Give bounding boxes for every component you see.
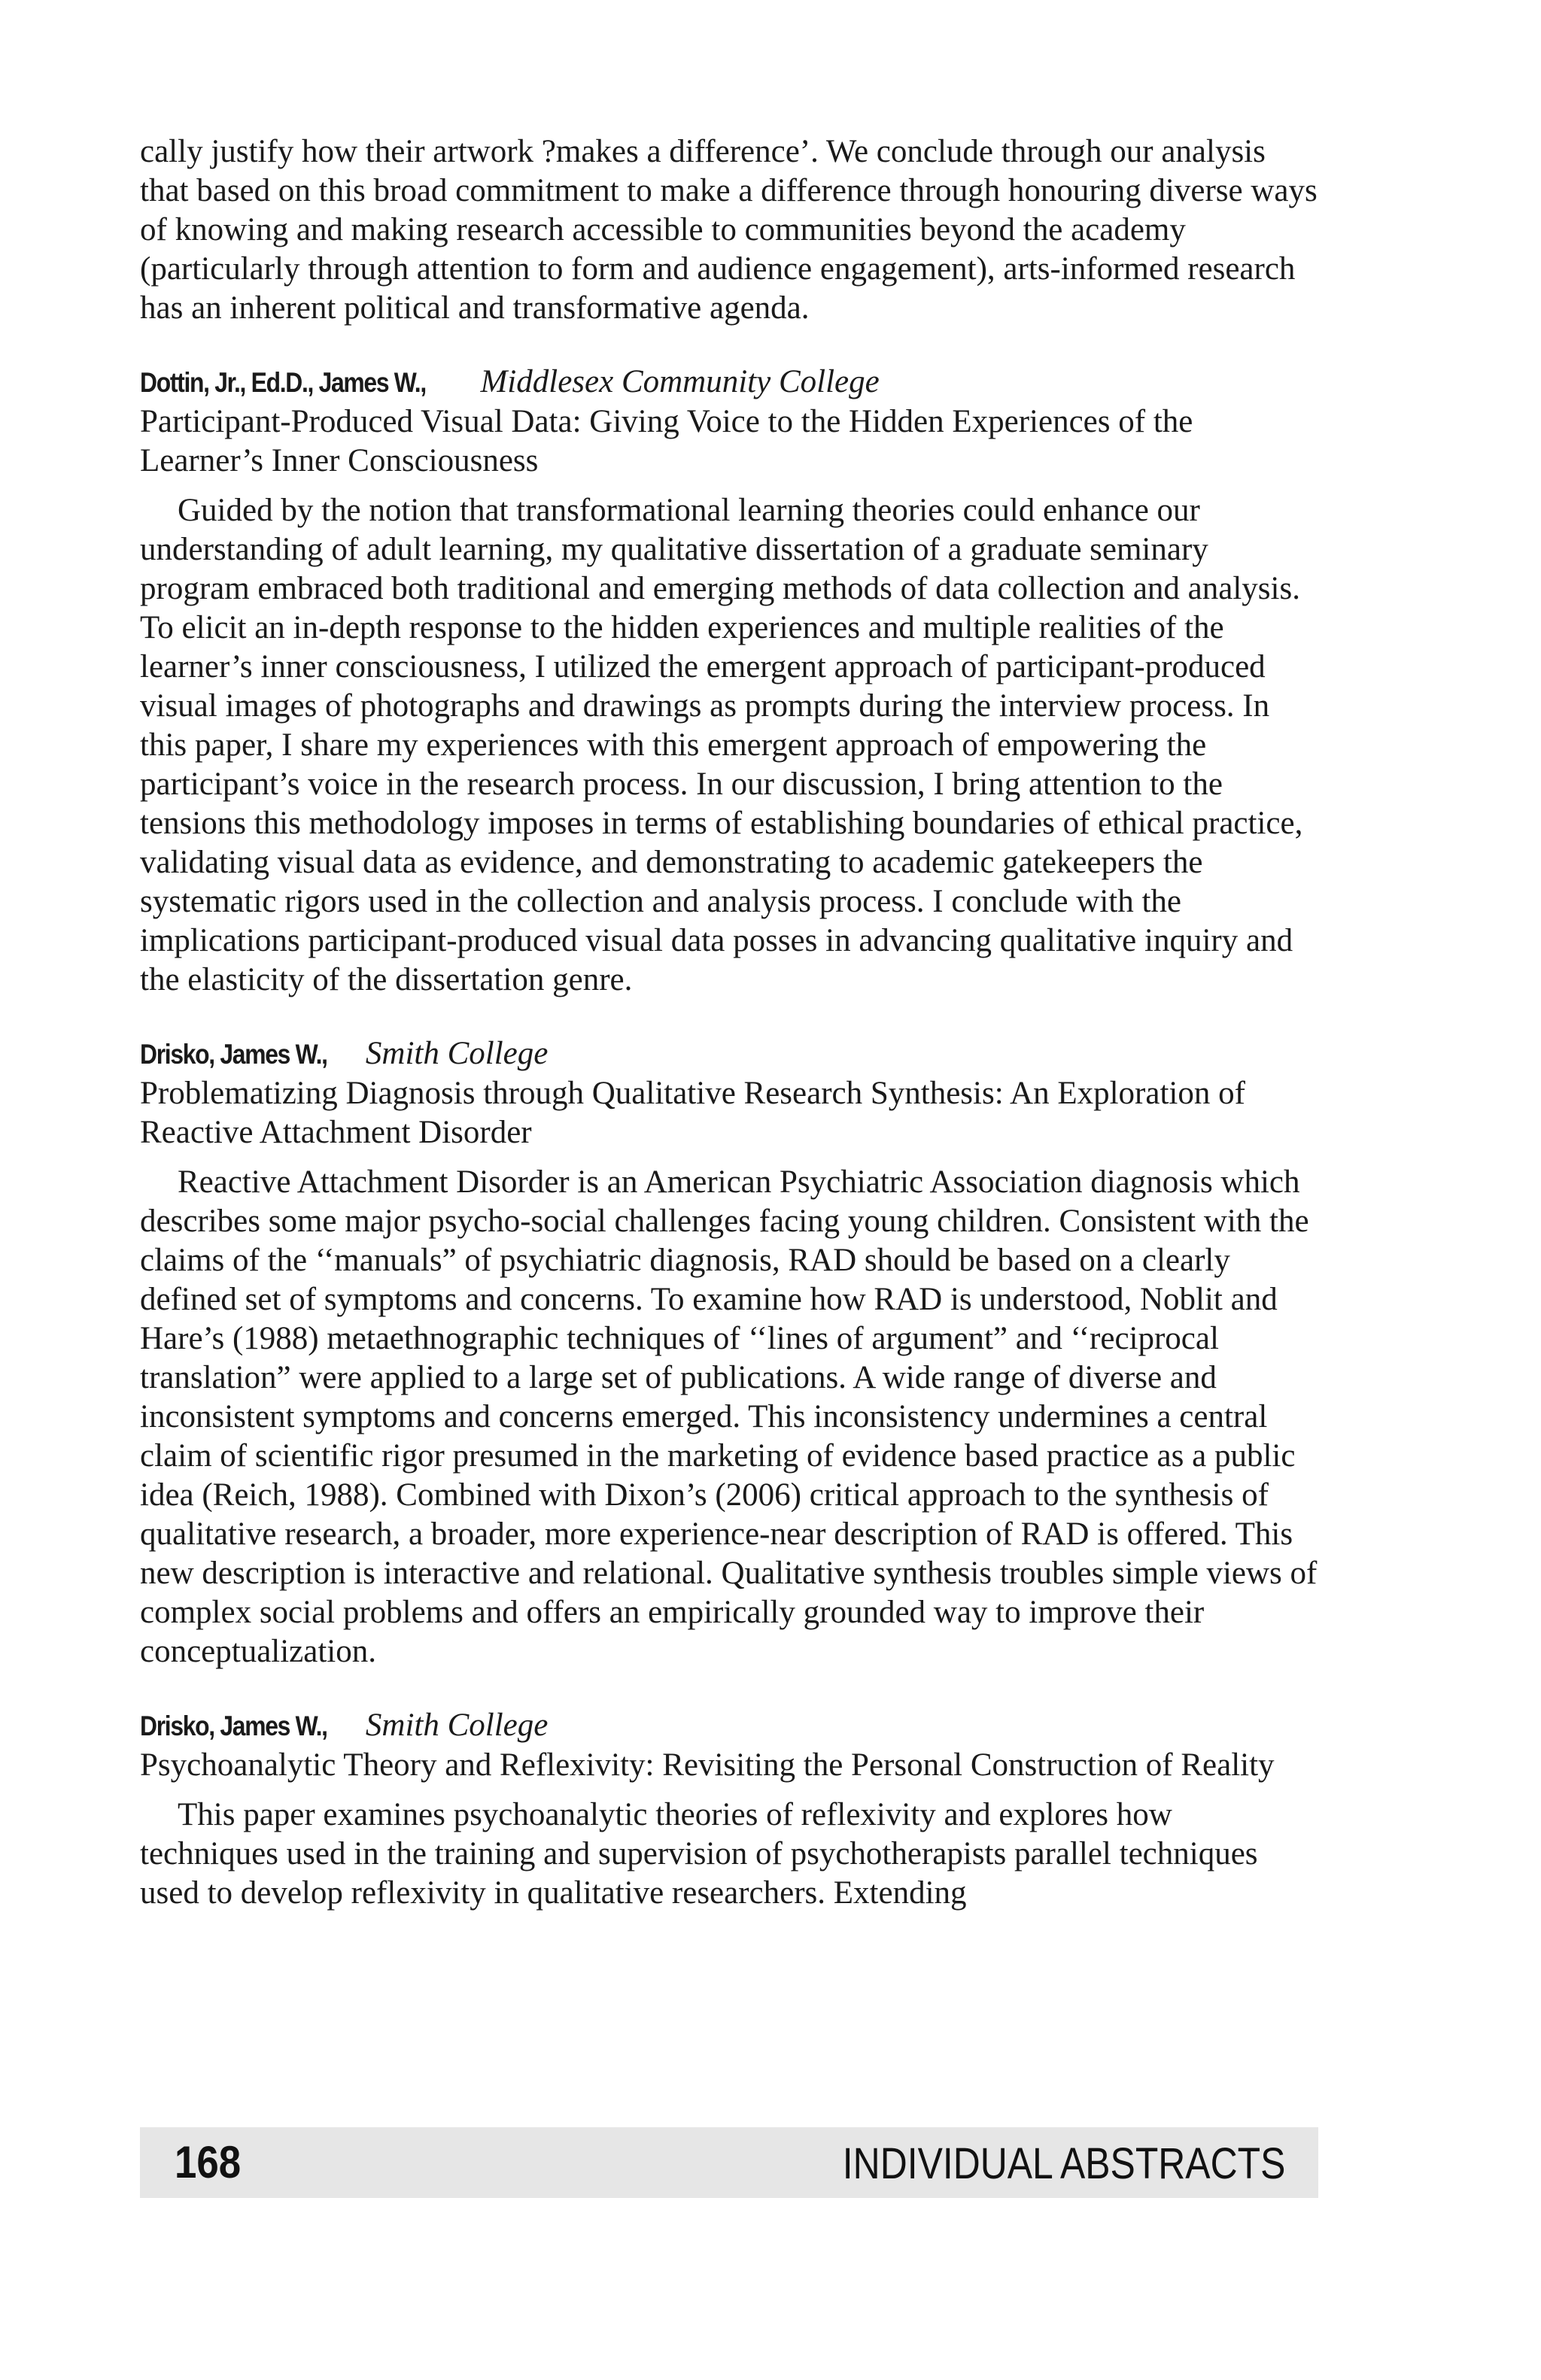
author-affiliation: Middlesex Community College: [480, 364, 880, 399]
page-footer: [140, 2127, 1318, 2198]
paper-title: Participant-Produced Visual Data: Giving Voice to the Hidden Experiences of the Learner’s Inner Consciousness: [140, 404, 1193, 478]
author-name: Drisko, James W.,: [140, 1039, 327, 1070]
author-name: Dottin, Jr., Ed.D., James W.,: [140, 367, 426, 398]
abstract-text: Guided by the notion that transformational learning theories could enhance our understanding of adult learning, my qualitative dissertation of a graduate seminary program embraced both traditional and emerging methods of data collection and analysis. To elicit an in-depth response to the hidden experiences and multiple realities of the learner’s inner consciousness, I utilized the emergent approach of participant-produced visual images of photographs and drawings as prompts during the interview process. In this paper, I share my experiences with this emergent approach of empowering the participant’s voice in the research process. In our discussion, I bring attention to the tensions this methodology imposes in terms of establishing boundaries of ethical practice, validating visual data as evidence, and demonstrating to academic gatekeepers the systematic rigors used in the collection and analysis process. I conclude with the implications participant-produced visual data posses in advancing qualitative inquiry and the elasticity of the dissertation genre.: [140, 493, 1303, 997]
section-title: INDIVIDUAL ABSTRACTS: [842, 2139, 1285, 2188]
page-number: 168: [175, 2137, 242, 2187]
entry-header: [140, 1706, 1318, 1746]
page-body: [140, 132, 1318, 1913]
intro-paragraph: cally justify how their artwork ?makes a difference’. We conclude through our analysis that based on this broad commitment to make a difference through honouring diverse ways of knowing and making research accessible to communities beyond the academy (particularly through attention to form and audience engagement), arts-informed research has an inherent political and transformative agenda.: [140, 134, 1318, 326]
entry-header: [140, 363, 1318, 402]
abstract-entry: [140, 363, 1318, 1000]
abstract-entry: [140, 1706, 1318, 1913]
author-affiliation: Smith College: [365, 1036, 549, 1071]
abstract-entry: [140, 1034, 1318, 1671]
entry-header: [140, 1034, 1318, 1074]
abstract-text: This paper examines psychoanalytic theories of reflexivity and explores how techniques used in the training and supervision of psychotherapists parallel techniques used to develop reflexivity in qualitative researchers. Extending: [140, 1797, 1258, 1911]
paper-title: Psychoanalytic Theory and Reflexivity: Revisiting the Personal Construction of Reality: [140, 1747, 1275, 1783]
abstract-text: Reactive Attachment Disorder is an American Psychiatric Association diagnosis which describes some major psycho-social challenges facing young children. Consistent with the claims of the ‘‘manuals” of psychiatric diagnosis, RAD should be based on a clearly defined set of symptoms and concerns. To examine how RAD is understood, Noblit and Hare’s (1988) metaethnographic techniques of ‘‘lines of argument” and ‘‘reciprocal translation” were applied to a large set of publications. A wide range of diverse and inconsistent symptoms and concerns emerged. This inconsistency undermines a central claim of scientific rigor presumed in the marketing of evidence based practice as a public idea (Reich, 1988). Combined with Dixon’s (2006) critical approach to the synthesis of qualitative research, a broader, more experience-near description of RAD is offered. This new description is interactive and relational. Qualitative synthesis troubles simple views of complex social problems and offers an empirically grounded way to improve their conceptualization.: [140, 1164, 1318, 1669]
author-name: Drisko, James W.,: [140, 1711, 327, 1741]
author-affiliation: Smith College: [365, 1708, 549, 1743]
paper-title: Problematizing Diagnosis through Qualitative Research Synthesis: An Exploration of Reactive Attachment Disorder: [140, 1076, 1245, 1150]
